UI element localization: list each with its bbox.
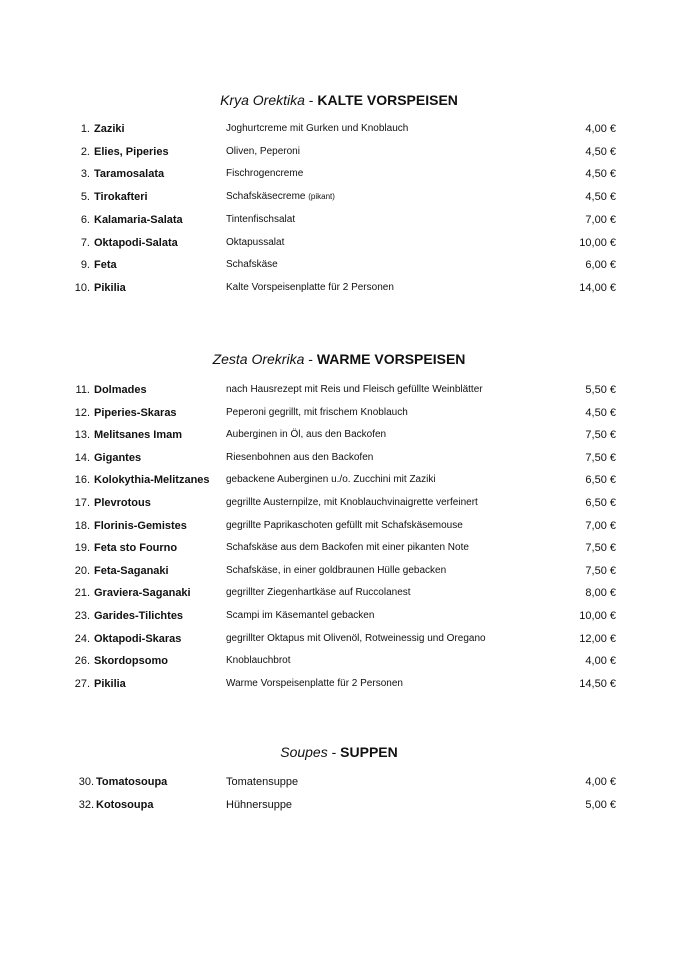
item-description xyxy=(226,494,478,512)
item-description xyxy=(226,584,411,602)
item-description-text: Knoblauchbrot xyxy=(226,655,291,667)
menu-item xyxy=(0,630,678,648)
item-number: 32. xyxy=(78,798,94,811)
menu-item xyxy=(0,211,678,229)
item-name: Zaziki xyxy=(94,123,125,135)
item-description xyxy=(226,143,300,161)
menu-item xyxy=(0,449,678,467)
item-price: 7,50 € xyxy=(585,564,616,577)
item-number: 3. xyxy=(80,168,90,181)
item-name: Skordopsomo xyxy=(94,655,168,668)
menu-item xyxy=(0,494,678,512)
item-description-text: gegrillter Ziegenhartkäse auf Ruccolanest xyxy=(226,587,411,599)
item-price: 4,50 € xyxy=(585,168,616,181)
item-price: 5,00 € xyxy=(585,798,616,811)
item-description xyxy=(226,211,295,229)
menu-item xyxy=(0,675,678,693)
item-number: 20. xyxy=(74,564,90,577)
item-number: 23. xyxy=(74,610,90,622)
item-description xyxy=(226,539,469,557)
menu-item xyxy=(0,143,678,161)
item-price: 12,00 € xyxy=(579,632,616,645)
item-number: 7. xyxy=(80,236,90,249)
menu-item xyxy=(0,584,678,602)
item-description-text: Tintenfischsalat xyxy=(226,213,296,225)
item-number: 9. xyxy=(80,259,90,272)
item-name: Dolmades xyxy=(94,384,147,396)
item-number: 18. xyxy=(74,519,90,532)
item-description xyxy=(226,426,386,444)
item-name: Tomatosoupa xyxy=(96,776,168,788)
item-description xyxy=(226,675,403,693)
item-description xyxy=(226,796,292,814)
item-description-text: Joghurtcreme mit Gurken und Knoblauch xyxy=(226,123,409,134)
section-suppen xyxy=(0,743,678,761)
item-name: Melitsanes Imam xyxy=(94,429,183,442)
menu-item xyxy=(0,188,678,206)
item-description-text: Fischrogencreme xyxy=(226,168,304,180)
section-title-greek: Zesta Orekrika xyxy=(212,351,305,367)
item-price: 6,50 € xyxy=(585,497,616,509)
menu-item xyxy=(0,517,678,535)
item-description-text: Schafskäse xyxy=(226,259,278,271)
item-description-text: Hühnersuppe xyxy=(226,798,293,811)
item-description xyxy=(226,607,374,625)
item-number: 12. xyxy=(74,406,90,419)
item-description-text: Peperoni gegrillt, mit frischem Knoblauch xyxy=(226,406,408,418)
item-description xyxy=(226,256,278,274)
menu-item xyxy=(0,607,678,625)
item-description-text: gegrillter Oktapus mit Olivenöl, Rotweinessig und Oregano xyxy=(226,632,486,644)
menu-item xyxy=(0,796,678,814)
menu-item xyxy=(0,562,678,580)
section-title-german: WARME VORSPEISEN xyxy=(316,351,466,367)
item-description-text: Auberginen in Öl, aus den Backofen xyxy=(226,429,387,441)
menu-item xyxy=(0,165,678,183)
menu-item xyxy=(0,426,678,444)
item-description xyxy=(226,562,446,580)
item-number: 27. xyxy=(74,677,90,690)
item-description-text: Schafskäse, in einer goldbraunen Hülle gebacken xyxy=(226,564,447,576)
section-title-german: KALTE VORSPEISEN xyxy=(317,92,458,108)
item-number: 16. xyxy=(74,474,90,487)
item-number: 1. xyxy=(80,123,90,135)
item-price: 5,50 € xyxy=(585,384,616,396)
section-title-separator: - xyxy=(331,744,337,760)
item-number: 11. xyxy=(75,384,90,396)
item-description xyxy=(226,234,284,252)
item-number: 24. xyxy=(74,632,90,645)
item-name: Graviera-Saganaki xyxy=(94,587,191,600)
menu-item xyxy=(0,773,678,791)
section-warme-vorspeisen xyxy=(0,350,678,368)
item-price: 4,00 € xyxy=(585,776,616,788)
item-number: 13. xyxy=(74,429,90,442)
item-description-text: Oliven, Peperoni xyxy=(226,145,300,157)
menu-item xyxy=(0,471,678,489)
item-description-text: Schafskäsecreme xyxy=(226,191,306,203)
menu-item xyxy=(0,652,678,670)
item-name: Gigantes xyxy=(94,451,142,464)
item-description-text: gegrillte Austernpilze, mit Knoblauchvinaigrette verfeinert xyxy=(226,497,478,508)
item-price: 7,50 € xyxy=(585,542,616,555)
item-description-text: Scampi im Käsemantel gebacken xyxy=(226,610,375,621)
menu-item xyxy=(0,256,678,274)
item-price: 7,00 € xyxy=(585,519,616,532)
item-name: Kolokythia-Melitzanes xyxy=(94,474,210,487)
menu-item xyxy=(0,539,678,557)
item-description-text: Kalte Vorspeisenplatte für 2 Personen xyxy=(226,281,394,293)
item-description-text: gegrillte Paprikaschoten gefüllt mit Schafskäsemouse xyxy=(226,519,463,531)
item-description-text: Warme Vorspeisenplatte für 2 Personen xyxy=(226,677,403,689)
item-name: Taramosalata xyxy=(94,168,165,181)
item-description-text: Oktapussalat xyxy=(226,236,285,248)
item-name: Pikilia xyxy=(94,677,126,690)
item-description xyxy=(226,517,463,535)
item-description-text: Schafskäse aus dem Backofen mit einer pikanten Note xyxy=(226,542,469,554)
item-price: 14,00 € xyxy=(579,281,616,294)
menu-item xyxy=(0,120,678,138)
item-description xyxy=(226,471,436,489)
section-title-separator: - xyxy=(308,351,313,367)
item-description xyxy=(226,188,335,206)
item-description-text: Riesenbohnen aus den Backofen xyxy=(226,451,374,463)
section-title xyxy=(0,350,678,368)
item-description xyxy=(226,404,408,422)
item-name: Elies, Piperies xyxy=(94,145,169,158)
item-description xyxy=(226,773,298,791)
item-description-text: nach Hausrezept mit Reis und Fleisch gefüllte Weinblätter xyxy=(226,384,483,395)
item-description xyxy=(226,165,303,183)
item-price: 4,50 € xyxy=(585,145,616,158)
item-name: Feta-Saganaki xyxy=(94,564,169,577)
section-title-greek: Soupes xyxy=(280,744,328,760)
item-name: Piperies-Skaras xyxy=(94,406,177,419)
item-name: Feta xyxy=(94,259,117,272)
menu-item xyxy=(0,404,678,422)
item-note: (pikant) xyxy=(308,192,335,202)
section-title-greek: Krya Orektika xyxy=(220,92,305,108)
item-name: Garides-Tilichtes xyxy=(94,610,184,622)
item-description xyxy=(226,120,408,138)
item-description xyxy=(226,381,483,399)
section-title xyxy=(0,743,678,761)
item-name: Kotosoupa xyxy=(96,798,154,811)
item-description xyxy=(226,279,394,297)
item-price: 10,00 € xyxy=(579,236,616,249)
item-price: 4,00 € xyxy=(585,123,616,135)
item-price: 7,50 € xyxy=(585,429,616,442)
item-name: Pikilia xyxy=(94,281,126,294)
item-name: Tirokafteri xyxy=(94,191,148,204)
item-number: 2. xyxy=(80,145,90,158)
item-number: 21. xyxy=(74,587,90,600)
item-number: 26. xyxy=(74,655,90,668)
item-name: Feta sto Fourno xyxy=(94,542,178,555)
section-title-german: SUPPEN xyxy=(340,744,398,760)
item-number: 14. xyxy=(74,451,90,464)
item-price: 4,50 € xyxy=(585,406,616,419)
item-name: Oktapodi-Skaras xyxy=(94,632,182,645)
menu-item xyxy=(0,234,678,252)
section-kalte-vorspeisen xyxy=(0,91,678,109)
item-price: 7,50 € xyxy=(585,451,616,464)
item-number: 6. xyxy=(80,213,90,226)
item-description xyxy=(226,652,291,670)
menu-item xyxy=(0,381,678,399)
item-number: 17. xyxy=(74,497,90,509)
item-description-text: Tomatensuppe xyxy=(226,776,299,788)
item-price: 10,00 € xyxy=(579,610,616,622)
menu-item xyxy=(0,279,678,297)
item-price: 14,50 € xyxy=(579,677,616,690)
section-title-separator: - xyxy=(308,92,314,108)
item-number: 19. xyxy=(74,542,90,555)
item-number: 5. xyxy=(80,191,90,204)
item-number: 10. xyxy=(74,281,90,294)
item-name: Oktapodi-Salata xyxy=(94,236,178,249)
section-title xyxy=(0,91,678,109)
item-description-text: gebackene Auberginen u./o. Zucchini mit Zaziki xyxy=(226,474,436,486)
item-price: 7,00 € xyxy=(585,213,616,226)
item-price: 4,50 € xyxy=(585,191,616,204)
item-price: 6,50 € xyxy=(585,474,616,487)
item-price: 4,00 € xyxy=(585,655,616,668)
item-number: 30. xyxy=(78,776,94,788)
item-name: Florinis-Gemistes xyxy=(94,519,187,532)
item-description xyxy=(226,630,486,648)
item-name: Kalamaria-Salata xyxy=(94,213,183,226)
item-description xyxy=(226,449,373,467)
item-name: Plevrotous xyxy=(94,497,151,509)
item-price: 8,00 € xyxy=(585,587,616,600)
item-price: 6,00 € xyxy=(585,259,616,272)
